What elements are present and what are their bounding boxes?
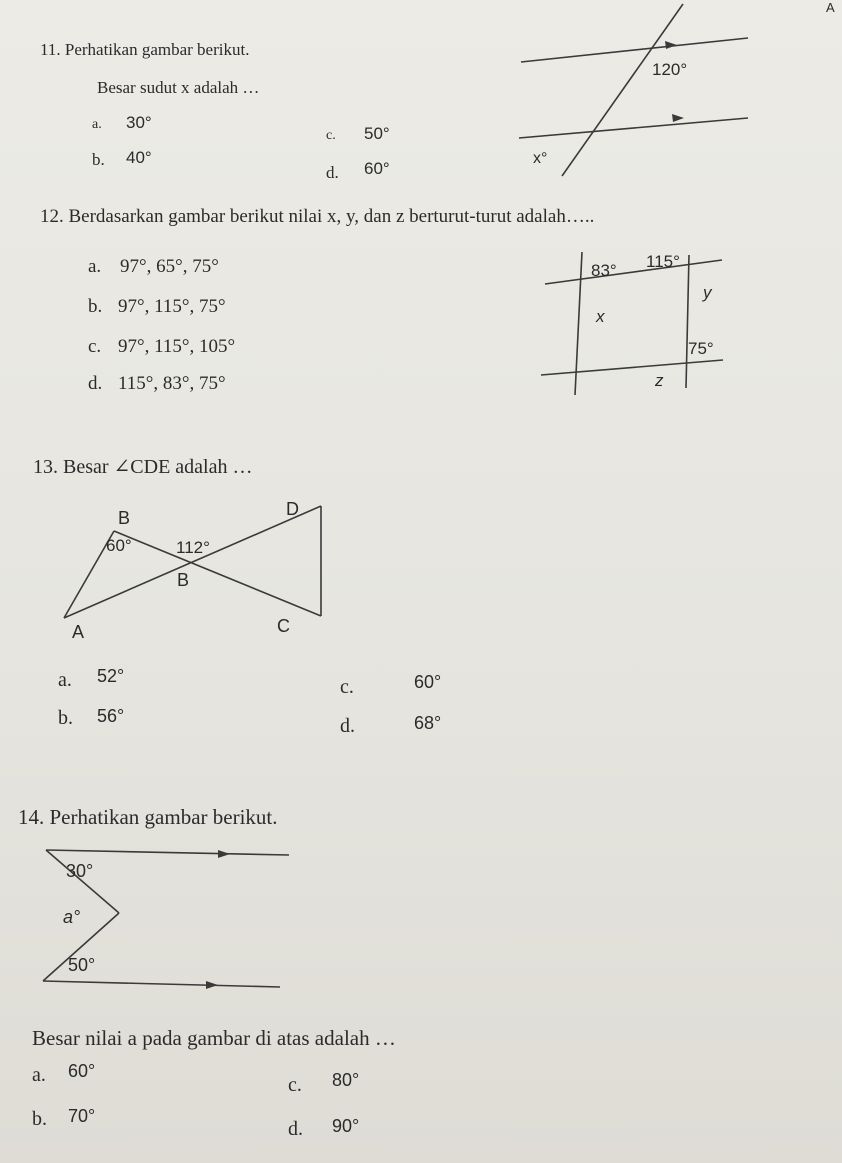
q14-option-d-letter: d. <box>288 1118 303 1140</box>
q14-option-a-value: 60° <box>68 1061 96 1081</box>
q11-title: 11. Perhatikan gambar berikut. <box>40 40 250 59</box>
q12-title: 12. Berdasarkan gambar berikut nilai x, y, dan z berturut-turut adalah….. <box>40 206 595 227</box>
q14-arrow-bottom <box>206 981 218 989</box>
q11-option-b-value: 40° <box>126 148 152 167</box>
q13-option-d-value: 68° <box>414 713 442 733</box>
q14-option-b-value: 70° <box>68 1106 96 1126</box>
q14-angle-50: 50° <box>68 955 96 975</box>
q14-angle-a: a° <box>63 907 81 927</box>
q13-option-c-letter: c. <box>340 676 354 698</box>
q13-option-c-value: 60° <box>414 672 442 692</box>
q14-bottom-line <box>43 981 280 987</box>
q12-option-d-letter: d. <box>88 373 103 394</box>
q12-option-d-value: 115°, 83°, 75° <box>118 373 226 394</box>
q14-option-d-value: 90° <box>332 1116 360 1136</box>
q14-option-c-letter: c. <box>288 1074 302 1096</box>
q14-option-a-letter: a. <box>32 1064 46 1086</box>
q11-option-a-letter: a. <box>92 117 102 132</box>
q12-option-c-value: 97°, 115°, 105° <box>118 336 236 357</box>
q13-label-B-mid: B <box>177 570 190 590</box>
q12-angle-83: 83° <box>591 261 617 280</box>
q12-label-y: y <box>703 283 712 302</box>
q14-option-b-letter: b. <box>32 1108 47 1130</box>
q13-title: 13. Besar ∠CDE adalah … <box>33 456 253 478</box>
q11-angle-x: x° <box>533 150 548 167</box>
q12-option-c-letter: c. <box>88 336 102 357</box>
q14-option-c-value: 80° <box>332 1070 360 1090</box>
q12-option-b-letter: b. <box>88 296 103 317</box>
q12-option-b-value: 97°, 115°, 75° <box>118 296 226 317</box>
q12-label-z: z <box>655 371 664 390</box>
q14-angle-30: 30° <box>66 861 94 881</box>
q11-option-a-value: 30° <box>126 113 152 132</box>
q12-angle-115: 115° <box>646 252 680 271</box>
q13-option-d-letter: d. <box>340 715 355 737</box>
q11-option-b-letter: b. <box>92 150 105 169</box>
q14-upper-slant <box>46 850 119 913</box>
q11-option-d-value: 60° <box>364 159 390 178</box>
q14-title: 14. Perhatikan gambar berikut. <box>18 805 278 829</box>
q14-top-line <box>46 850 289 855</box>
q11-angle-120: 120° <box>652 60 688 79</box>
q13-label-C: C <box>277 616 290 636</box>
q13-option-b-value: 56° <box>97 706 125 726</box>
q11-question: Besar sudut x adalah … <box>97 78 260 97</box>
q13-option-a-value: 52° <box>97 666 125 686</box>
q13-label-D: D <box>286 499 299 519</box>
q13-angle-60: 60° <box>106 536 132 555</box>
q13-option-b-letter: b. <box>58 707 73 729</box>
q13-option-a-letter: a. <box>58 669 72 691</box>
q12-option-a-letter: a. <box>88 256 102 277</box>
q14-question: Besar nilai a pada gambar di atas adalah … <box>32 1026 396 1050</box>
q12-angle-75: 75° <box>688 339 714 358</box>
q11-option-c-letter: c. <box>326 128 336 143</box>
corner-mark: A <box>826 0 835 15</box>
q11-option-d-letter: d. <box>326 163 339 182</box>
q13-angle-112: 112° <box>176 538 210 557</box>
q13-label-B-top: B <box>118 508 131 528</box>
q13-label-A: A <box>72 622 85 642</box>
q11-option-c-value: 50° <box>364 124 390 143</box>
q12-option-a-value: 97°, 65°, 75° <box>120 256 219 277</box>
q12-label-x: x <box>596 307 605 326</box>
q14-arrow-top <box>218 850 230 858</box>
